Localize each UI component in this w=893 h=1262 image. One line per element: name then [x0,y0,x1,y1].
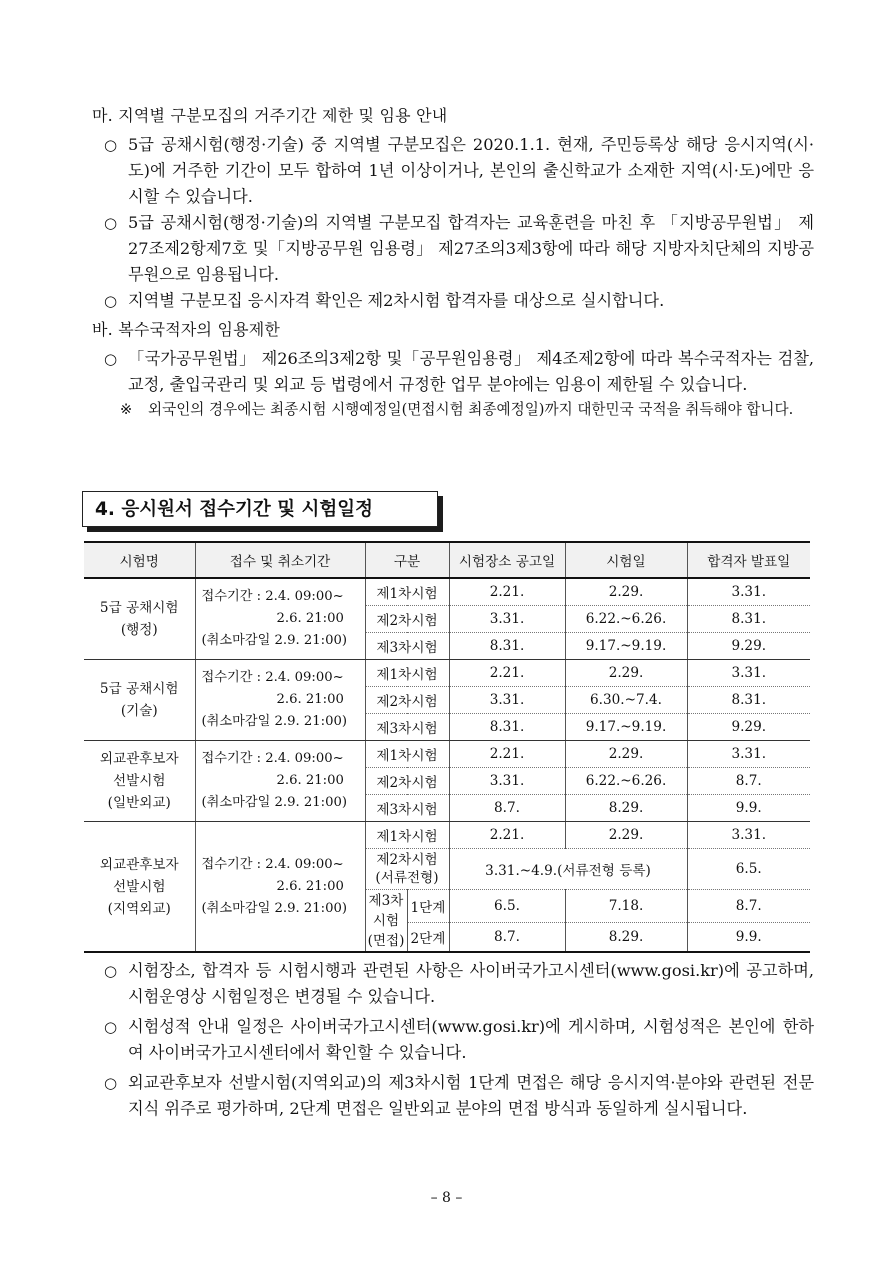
period-cell: 접수기간 : 2.4. 09:00~ 2.6. 21:00 (취소마감일 2.9. 21:00) [195,822,365,953]
table-row [84,741,810,768]
result-date-cell: 3.31. [687,578,810,606]
table-header-row [84,542,810,578]
exam-date-cell: 2.29. [565,741,687,768]
result-date-cell: 8.7. [687,768,810,795]
venue-date-cell: 3.31. [449,768,565,795]
header-period: 접수 및 취소기간 [195,542,365,578]
result-date-cell: 8.31. [687,606,810,633]
result-date-cell: 9.29. [687,633,810,660]
stage-cell: 제2차시험 [365,687,449,714]
bullet-text: 5급 공채시험(행정·기술)의 지역별 구분모집 합격자는 교육훈련을 마친 후 「지방공무원법」 제27조제2항제7호 및「지방공무원 임용령」 제27조의3제3항에 따라 해당 지방자치단체의 지방공무원으로 임용됩니다. [128,213,814,284]
stage3-cell: 제3차 시험 (면접) [365,890,407,953]
exam-date-cell: 2.29. [565,660,687,687]
venue-date-cell: 8.7. [449,795,565,822]
stage-cell: 제3차시험 [365,633,449,660]
bullet-circle-icon: ○ [104,214,118,232]
exam-date-cell: 9.17.~9.19. [565,633,687,660]
venue-date-cell: 8.31. [449,714,565,741]
bullet-text: 「국가공무원법」 제26조의3제2항 및「공무원임용령」 제4조제2항에 따라 복수국적자는 검찰, 교정, 출입국관리 및 외교 등 법령에서 규정한 업무 분야에는 임용이 제한될 수 있습니다. [128,349,814,394]
result-date-cell: 9.9. [687,923,810,953]
note-text: 외국인의 경우에는 최종시험 시행예정일(면접시험 최종예정일)까지 대한민국 국적을 취득해야 합니다. [148,401,794,418]
exam-date-cell: 8.29. [565,795,687,822]
stage-cell: 제1차시험 [365,822,449,849]
bullet-text: 지역별 구분모집 응시자격 확인은 제2차시험 합격자를 대상으로 실시합니다. [128,291,665,310]
venue-date-cell: 8.31. [449,633,565,660]
bullet-circle-icon: ○ [104,1018,118,1036]
bullet-circle-icon: ○ [104,136,118,154]
header-exam-name: 시험명 [84,542,195,578]
venue-date-cell: 2.21. [449,660,565,687]
stage-cell: 제2차시험 [365,606,449,633]
page-number: – 8 – [430,1190,463,1206]
stage-cell: 제3차시험 [365,714,449,741]
bullet-item [92,1014,814,1066]
section-heading: 바. 복수국적자의 임용제한 [92,320,281,339]
header-venue-date: 시험장소 공고일 [449,542,565,578]
exam-date-cell: 2.29. [565,578,687,606]
table-row [84,660,810,687]
bullet-circle-icon: ○ [104,1074,118,1092]
section-notes [92,958,814,1122]
stage-cell: 제3차시험 [365,795,449,822]
bullet-item [92,210,814,288]
section-dual-nationality [92,318,814,422]
stage-cell: 제1차시험 [365,578,449,606]
bullet-item [92,1070,814,1122]
result-date-cell: 3.31. [687,822,810,849]
exam-date-cell: 8.29. [565,923,687,953]
exam-name-cell: 5급 공채시험 (기술) [84,660,195,741]
bullet-text: 시험성적 안내 일정은 사이버국가고시센터(www.gosi.kr)에 게시하며, 시험성적은 본인에 한하여 사이버국가고시센터에서 확인할 수 있습니다. [128,1017,814,1062]
header-stage: 구분 [365,542,449,578]
bullet-text: 외교관후보자 선발시험(지역외교)의 제3차시험 1단계 면접은 해당 응시지역·분야와 관련된 전문지식 위주로 평가하며, 2단계 면접은 일반외교 분야의 면접 방식과 동일하게 실시됩니다. [128,1073,814,1118]
stage-cell: 제1차시험 [365,741,449,768]
venue-date-cell: 2.21. [449,578,565,606]
bullet-circle-icon: ○ [104,350,118,368]
bullet-item [92,288,814,314]
reference-mark-icon: ※ [120,401,133,418]
bullet-circle-icon: ○ [104,292,118,310]
exam-date-cell: 6.30.~7.4. [565,687,687,714]
header-exam-date: 시험일 [565,542,687,578]
result-date-cell: 3.31. [687,660,810,687]
substage-cell: 1단계 [407,890,449,923]
note-item [92,398,814,422]
section-residence-restriction [92,104,814,314]
bullet-item [92,346,814,398]
exam-name-cell: 5급 공채시험 (행정) [84,578,195,660]
period-cell: 접수기간 : 2.4. 09:00~ 2.6. 21:00 (취소마감일 2.9. 21:00) [195,660,365,741]
exam-date-cell: 2.29. [565,822,687,849]
result-date-cell: 6.5. [687,849,810,890]
exam-date-cell: 6.22.~6.26. [565,606,687,633]
substage-cell: 2단계 [407,923,449,953]
exam-name-cell: 외교관후보자 선발시험 (일반외교) [84,741,195,822]
result-date-cell: 8.7. [687,890,810,923]
venue-date-cell: 8.7. [449,923,565,953]
header-result-date: 합격자 발표일 [687,542,810,578]
venue-date-cell: 6.5. [449,890,565,923]
section4-title: 4. 응시원서 접수기간 및 시험일정 [82,491,438,527]
exam-date-cell: 6.22.~6.26. [565,768,687,795]
bullet-circle-icon: ○ [104,962,118,980]
period-cell: 접수기간 : 2.4. 09:00~ 2.6. 21:00 (취소마감일 2.9. 21:00) [195,741,365,822]
table-row [84,578,810,606]
section-heading: 마. 지역별 구분모집의 거주기간 제한 및 임용 안내 [92,106,448,125]
exam-date-cell: 9.17.~9.19. [565,714,687,741]
result-date-cell: 9.29. [687,714,810,741]
bullet-text: 5급 공채시험(행정·기술) 중 지역별 구분모집은 2020.1.1. 현재, 주민등록상 해당 응시지역(시·도)에 거주한 기간이 모두 합하여 1년 이상이거나, 본인의 출신학교가 소재한 지역(시·도)에만 응시할 수 있습니다. [128,135,814,206]
result-date-cell: 9.9. [687,795,810,822]
result-date-cell: 8.31. [687,687,810,714]
exam-name-cell: 외교관후보자 선발시험 (지역외교) [84,822,195,953]
venue-date-cell: 3.31. [449,606,565,633]
stage-cell: 제2차시험 [365,768,449,795]
stage-cell: 제2차시험 (서류전형) [365,849,449,890]
venue-date-cell: 2.21. [449,741,565,768]
period-cell: 접수기간 : 2.4. 09:00~ 2.6. 21:00 (취소마감일 2.9. 21:00) [195,578,365,660]
result-date-cell: 3.31. [687,741,810,768]
schedule-table [84,541,810,953]
bullet-text: 시험장소, 합격자 등 시험시행과 관련된 사항은 사이버국가고시센터(www.gosi.kr)에 공고하며, 시험운영상 시험일정은 변경될 수 있습니다. [128,961,814,1006]
stage-cell: 제1차시험 [365,660,449,687]
bullet-item [92,132,814,210]
table-row [84,822,810,849]
venue-date-cell: 2.21. [449,822,565,849]
bullet-item [92,958,814,1010]
exam-date-cell: 7.18. [565,890,687,923]
merged-date-cell: 3.31.~4.9.(서류전형 등록) [449,849,687,890]
venue-date-cell: 3.31. [449,687,565,714]
